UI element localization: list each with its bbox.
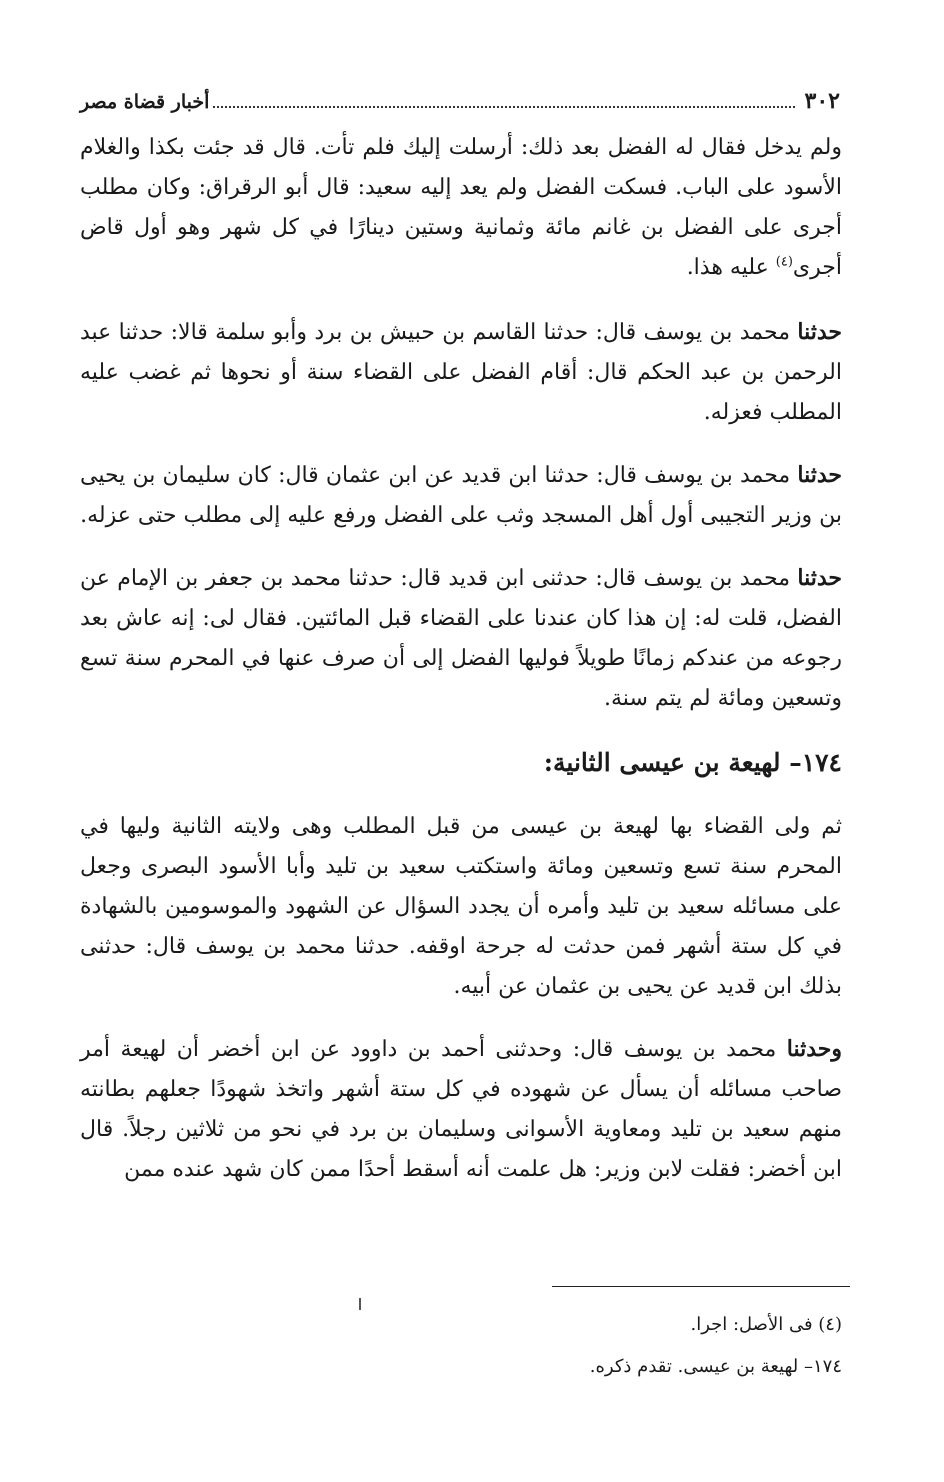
paragraph-lead-word: حدثنا bbox=[797, 319, 842, 345]
footnotes bbox=[400, 1304, 842, 1388]
scan-mark bbox=[359, 1298, 361, 1310]
paragraph-text: ثم ولى القضاء بها لهيعة بن عيسى من قبل المطلب وهى ولايته الثانية وليها في المحرم سنة تسع وتسعين ومائة واستكتب سعيد بن تليد وأبا الأسود البصرى وجعل على مسائله سعيد بن تليد وأمره أن يجدد السؤال عن الشهود والموسومين بالشهادة في كل ستة أشهر فمن حدثت له جرحة اوقفه. حدثنا محمد بن يوسف قال: حدثنى بذلك ابن قديد عن يحيى بن عثمان عن أبيه. bbox=[80, 814, 842, 999]
paragraph-lead-word: حدثنا bbox=[797, 565, 842, 591]
paragraph-text: ولم يدخل فقال له الفضل بعد ذلك: أرسلت إليك فلم تأت. قال قد جئت بكذا والغلام الأسود على الباب. فسكت الفضل ولم يعد إليه سعيد: قال أبو الرقراق: وكان مطلب أجرى على الفضل بن غانم مائة وثمانية وستين دينارًا في كل شهر وهو أول قاض أجرى bbox=[80, 135, 842, 280]
paragraph bbox=[80, 1029, 842, 1190]
paragraph-lead-word: وحدثنا bbox=[786, 1036, 842, 1062]
paragraph bbox=[80, 312, 842, 433]
paragraph-text: محمد بن يوسف قال: وحدثنى أحمد بن داوود عن ابن أخضر أن لهيعة أمر صاحب مسائله أن يسأل عن شهوده في كل ستة أشهر واتخذ شهودًا جعلهم بطانته منهم سعيد بن تليد ومعاوية الأسوانى وسليمان بن برد في نحو من ثلاثين رجلاً. قال ابن أخضر: فقلت لابن وزير: هل علمت أنه أسقط أحدًا ممن كان شهد عنده ممن bbox=[80, 1037, 842, 1182]
paragraph-text: محمد بن يوسف قال: حدثنا القاسم بن حبيش بن برد وأبو سلمة قالا: حدثنا عبد الرحمن بن عبد الحكم قال: أقام الفضل على القضاء سنة أو نحوها ثم غضب عليه المطلب فعزله. bbox=[80, 320, 842, 425]
paragraph-text-tail: عليه هذا. bbox=[686, 255, 776, 280]
paragraph bbox=[80, 807, 842, 1007]
paragraph-text: محمد بن يوسف قال: حدثنا ابن قديد عن ابن عثمان قال: كان سليمان بن يحيى بن وزير التجيبى أول أهل المسجد وثب على الفضل ورفع عليه إلى مطلب حتى عزله. bbox=[80, 463, 842, 528]
section-heading: ١٧٤– لهيعة بن عيسى الثانية: bbox=[543, 748, 842, 777]
page-number: ٣٠٢ bbox=[804, 88, 840, 114]
footnote: ١٧٤– لهيعة بن عيسى. تقدم ذكره. bbox=[589, 1356, 842, 1377]
paragraph bbox=[80, 558, 842, 719]
paragraph-text: محمد بن يوسف قال: حدثنى ابن قديد قال: حدثنا محمد بن جعفر بن الإمام عن الفضل، قلت له: إن هذا كان عندنا على القضاء قبل المائتين. فقال لى: إنه عاش بعد رجوعه من عندكم زمانًا طويلاً فوليها الفضل إلى أن صرف عنها في المحرم سنة تسع وتسعين ومائة لم يتم سنة. bbox=[80, 566, 842, 711]
paragraph bbox=[80, 455, 842, 536]
running-header bbox=[80, 88, 840, 128]
main-text bbox=[80, 128, 842, 1212]
footnote-divider bbox=[552, 1286, 850, 1287]
paragraph bbox=[80, 128, 842, 288]
running-title: أخبار قضاة مصر bbox=[80, 91, 210, 113]
footnote-reference: (٤) bbox=[775, 254, 793, 270]
paragraph-lead-word: حدثنا bbox=[797, 462, 842, 488]
footnote: (٤) فى الأصل: اجرا. bbox=[690, 1314, 842, 1335]
header-leader-dots bbox=[213, 105, 794, 108]
